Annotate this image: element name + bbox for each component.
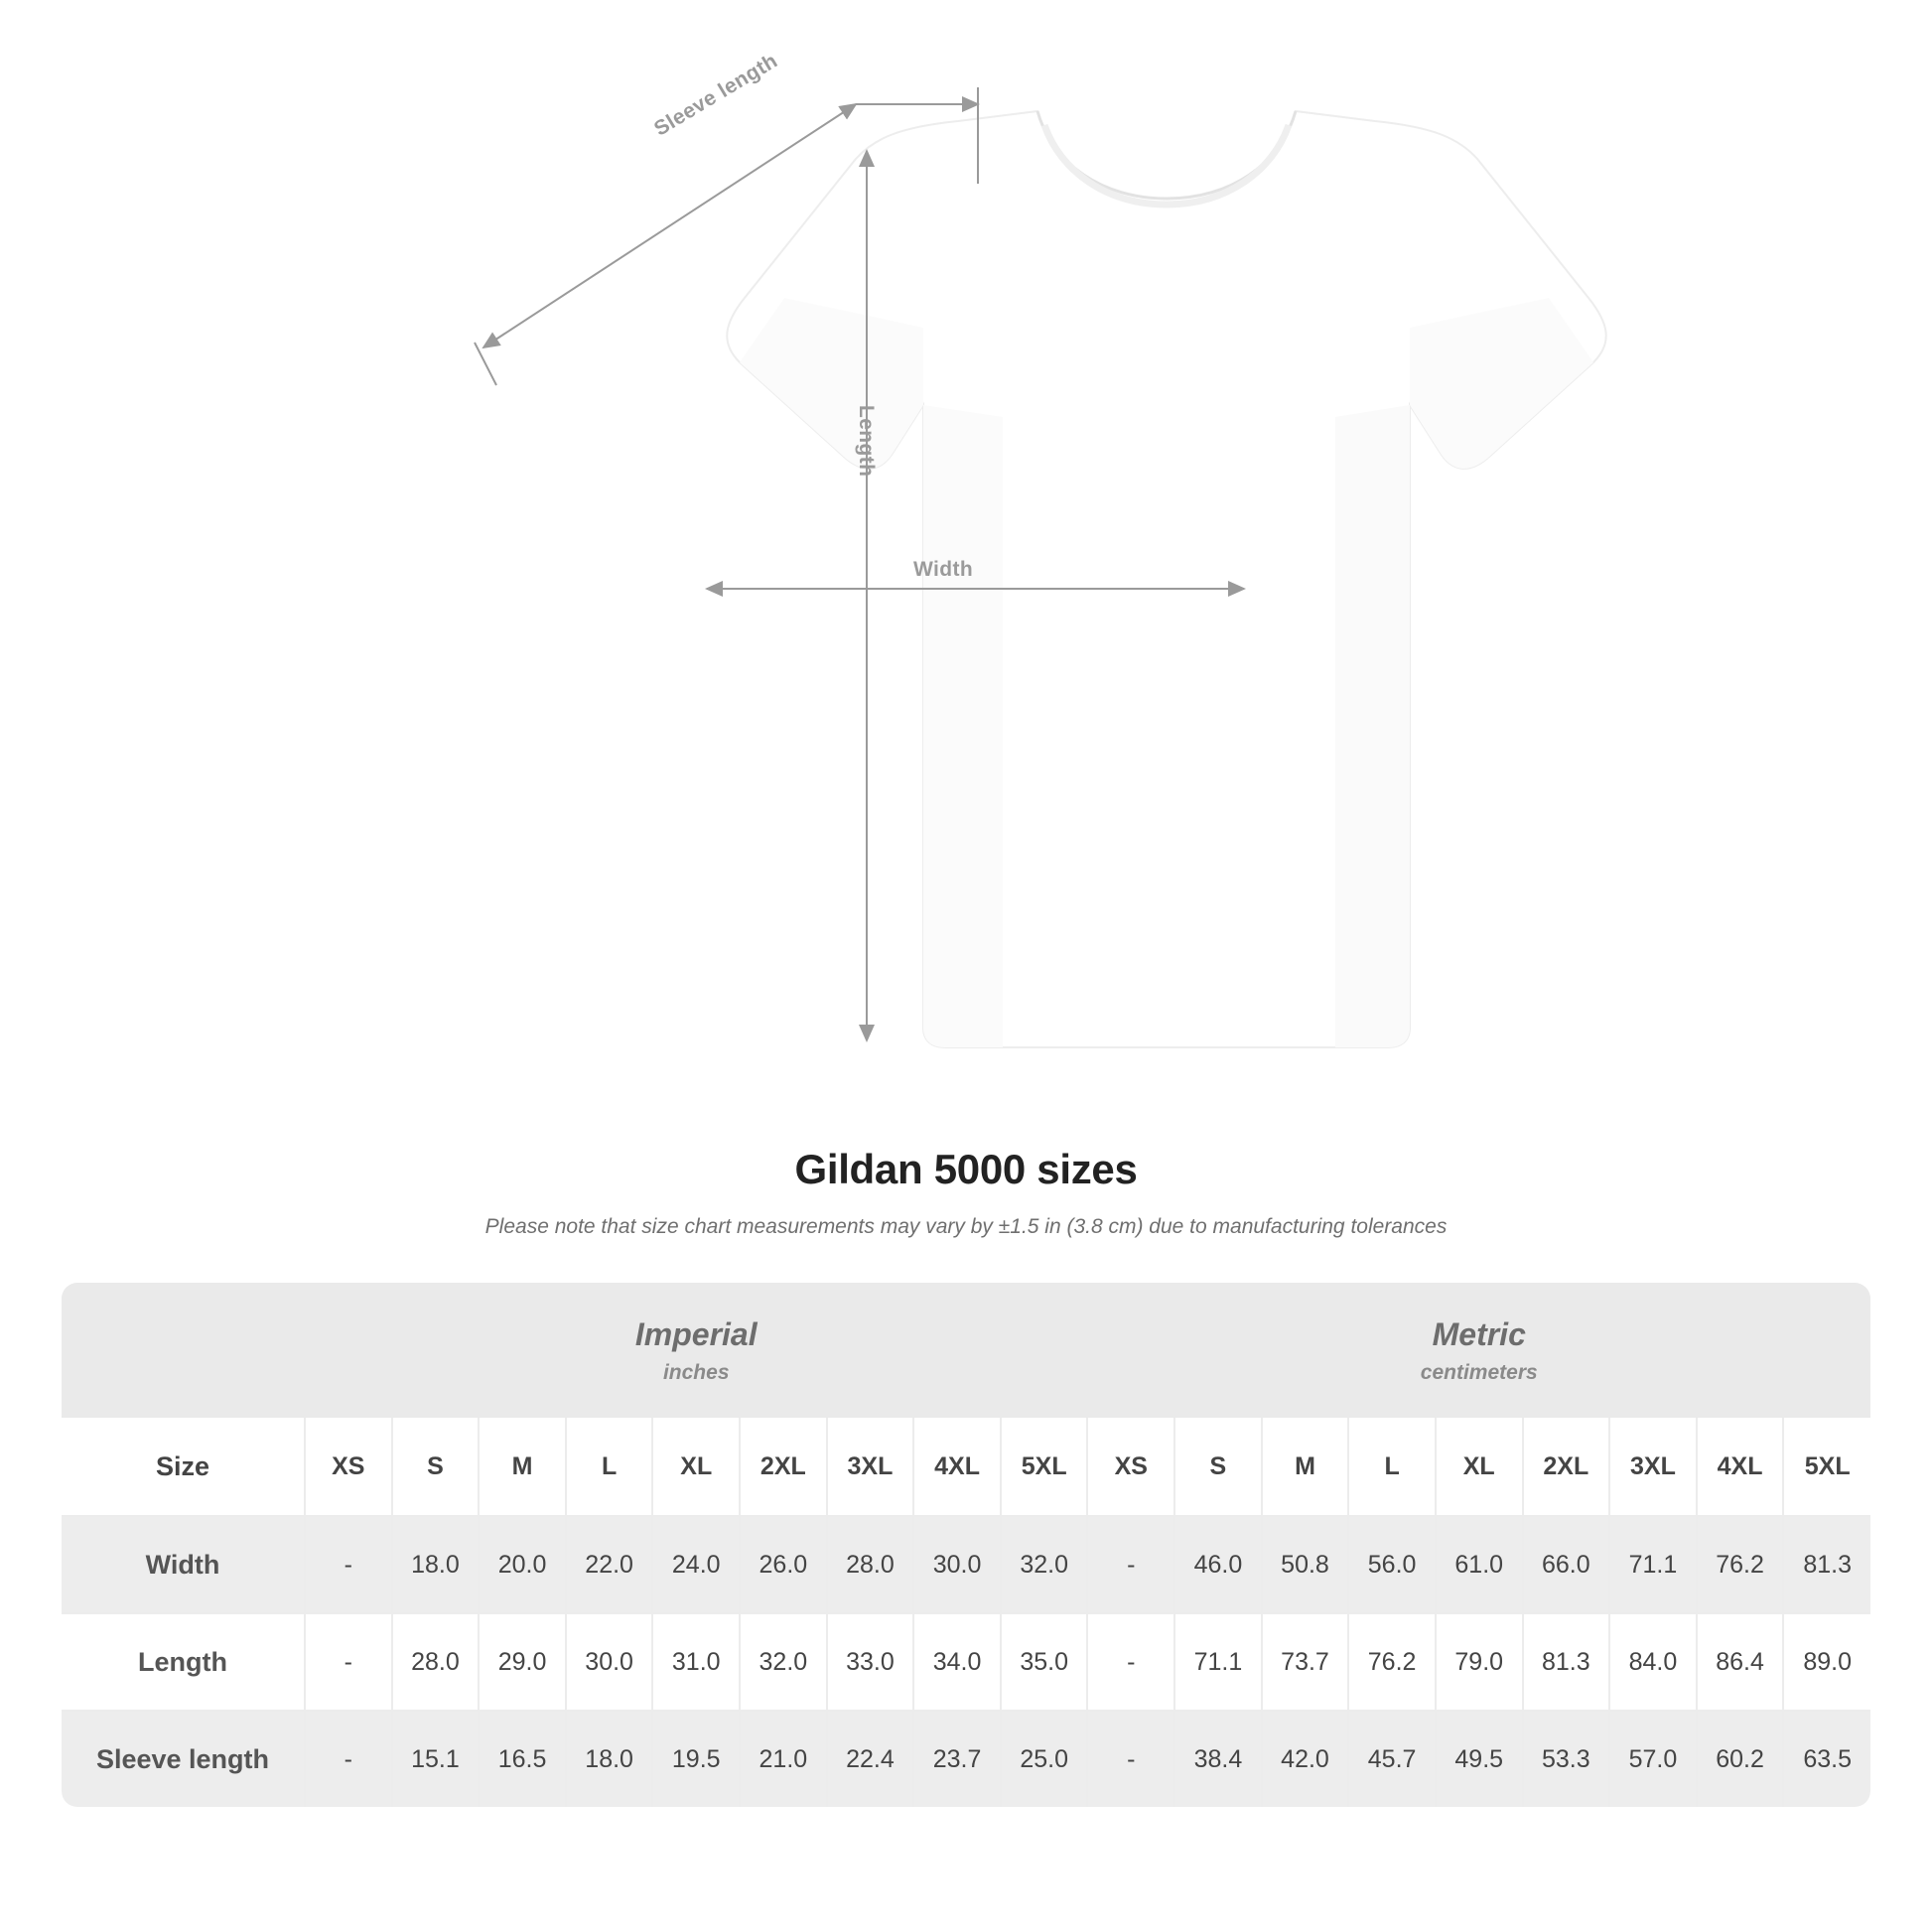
cell-length-imperial-5xl: 35.0 bbox=[1001, 1613, 1088, 1711]
cell-sleeve-imperial-4xl: 23.7 bbox=[913, 1711, 1001, 1807]
tolerance-note: Please note that size chart measurements may vary by ±1.5 in (3.8 cm) due to manufacturing tolerances bbox=[484, 1215, 1448, 1238]
cell-length-metric-m: 73.7 bbox=[1262, 1613, 1349, 1711]
cell-length-imperial-l: 30.0 bbox=[566, 1613, 653, 1711]
size-header-label: Size bbox=[62, 1418, 305, 1516]
page-title: Gildan 5000 sizes bbox=[794, 1146, 1138, 1192]
cell-length-imperial-xs: - bbox=[305, 1613, 392, 1711]
size-header-imperial-2xl: 2XL bbox=[740, 1418, 827, 1516]
cell-width-metric-3xl: 71.1 bbox=[1609, 1516, 1697, 1613]
size-header-metric-2xl: 2XL bbox=[1523, 1418, 1610, 1516]
cell-length-metric-xs: - bbox=[1087, 1613, 1174, 1711]
cell-width-metric-s: 46.0 bbox=[1174, 1516, 1262, 1613]
size-header-metric-l: L bbox=[1348, 1418, 1436, 1516]
unit-group-metric-name: Metric bbox=[1432, 1315, 1526, 1352]
cell-width-imperial-s: 18.0 bbox=[392, 1516, 480, 1613]
cell-length-metric-4xl: 86.4 bbox=[1697, 1613, 1784, 1711]
cell-width-imperial-2xl: 26.0 bbox=[740, 1516, 827, 1613]
unit-group-imperial bbox=[305, 1283, 1087, 1418]
cell-length-imperial-s: 28.0 bbox=[392, 1613, 480, 1711]
unit-group-imperial-sub: inches bbox=[662, 1360, 730, 1384]
size-header-imperial-xs: XS bbox=[305, 1418, 392, 1516]
size-table-container bbox=[62, 1283, 1870, 1807]
cell-sleeve-imperial-3xl: 22.4 bbox=[827, 1711, 914, 1807]
size-header-metric-m: M bbox=[1262, 1418, 1349, 1516]
row-label-length: Length bbox=[62, 1613, 305, 1711]
cell-sleeve-metric-3xl: 57.0 bbox=[1609, 1711, 1697, 1807]
cell-length-metric-xl: 79.0 bbox=[1436, 1613, 1523, 1711]
size-header-row bbox=[62, 1418, 1870, 1516]
size-header-imperial-4xl: 4XL bbox=[913, 1418, 1001, 1516]
unit-group-metric-sub: centimeters bbox=[1420, 1360, 1538, 1384]
title-block bbox=[0, 1146, 1932, 1239]
cell-width-imperial-3xl: 28.0 bbox=[827, 1516, 914, 1613]
cell-sleeve-metric-s: 38.4 bbox=[1174, 1711, 1262, 1807]
table-row bbox=[62, 1516, 1870, 1613]
cell-width-imperial-5xl: 32.0 bbox=[1001, 1516, 1088, 1613]
cell-sleeve-imperial-xs: - bbox=[305, 1711, 392, 1807]
unit-group-metric bbox=[1087, 1283, 1870, 1418]
unit-group-imperial-name: Imperial bbox=[634, 1315, 758, 1352]
cell-sleeve-imperial-2xl: 21.0 bbox=[740, 1711, 827, 1807]
cell-length-imperial-4xl: 34.0 bbox=[913, 1613, 1001, 1711]
cell-width-metric-4xl: 76.2 bbox=[1697, 1516, 1784, 1613]
cell-width-metric-m: 50.8 bbox=[1262, 1516, 1349, 1613]
cell-length-imperial-m: 29.0 bbox=[479, 1613, 566, 1711]
cell-width-metric-5xl: 81.3 bbox=[1783, 1516, 1870, 1613]
size-header-imperial-m: M bbox=[479, 1418, 566, 1516]
cell-width-metric-xs: - bbox=[1087, 1516, 1174, 1613]
cell-sleeve-metric-xl: 49.5 bbox=[1436, 1711, 1523, 1807]
table-row bbox=[62, 1613, 1870, 1711]
cell-width-metric-2xl: 66.0 bbox=[1523, 1516, 1610, 1613]
cell-length-imperial-xl: 31.0 bbox=[652, 1613, 740, 1711]
cell-sleeve-metric-xs: - bbox=[1087, 1711, 1174, 1807]
size-header-metric-4xl: 4XL bbox=[1697, 1418, 1784, 1516]
size-header-metric-s: S bbox=[1174, 1418, 1262, 1516]
size-header-imperial-5xl: 5XL bbox=[1001, 1418, 1088, 1516]
cell-width-imperial-m: 20.0 bbox=[479, 1516, 566, 1613]
size-header-metric-xl: XL bbox=[1436, 1418, 1523, 1516]
size-header-imperial-xl: XL bbox=[652, 1418, 740, 1516]
cell-length-metric-s: 71.1 bbox=[1174, 1613, 1262, 1711]
cell-width-metric-l: 56.0 bbox=[1348, 1516, 1436, 1613]
cell-width-imperial-4xl: 30.0 bbox=[913, 1516, 1001, 1613]
size-header-imperial-s: S bbox=[392, 1418, 480, 1516]
table-row bbox=[62, 1711, 1870, 1807]
cell-sleeve-metric-m: 42.0 bbox=[1262, 1711, 1349, 1807]
cell-length-imperial-3xl: 33.0 bbox=[827, 1613, 914, 1711]
cell-sleeve-metric-4xl: 60.2 bbox=[1697, 1711, 1784, 1807]
size-table bbox=[62, 1283, 1870, 1807]
row-label-width: Width bbox=[62, 1516, 305, 1613]
row-label-sleeve-length: Sleeve length bbox=[62, 1711, 305, 1807]
length-label: Length bbox=[855, 405, 878, 478]
tshirt-shape bbox=[727, 111, 1605, 1047]
cell-sleeve-imperial-m: 16.5 bbox=[479, 1711, 566, 1807]
cell-length-metric-5xl: 89.0 bbox=[1783, 1613, 1870, 1711]
cell-length-metric-2xl: 81.3 bbox=[1523, 1613, 1610, 1711]
cell-length-metric-l: 76.2 bbox=[1348, 1613, 1436, 1711]
size-header-imperial-l: L bbox=[566, 1418, 653, 1516]
cell-length-imperial-2xl: 32.0 bbox=[740, 1613, 827, 1711]
cell-width-imperial-xl: 24.0 bbox=[652, 1516, 740, 1613]
cell-sleeve-imperial-5xl: 25.0 bbox=[1001, 1711, 1088, 1807]
cell-width-imperial-l: 22.0 bbox=[566, 1516, 653, 1613]
sleeve-length-label: Sleeve length bbox=[650, 49, 782, 141]
cell-width-imperial-xs: - bbox=[305, 1516, 392, 1613]
cell-sleeve-metric-5xl: 63.5 bbox=[1783, 1711, 1870, 1807]
unit-corner-cell bbox=[62, 1283, 305, 1418]
cell-sleeve-metric-2xl: 53.3 bbox=[1523, 1711, 1610, 1807]
size-header-metric-3xl: 3XL bbox=[1609, 1418, 1697, 1516]
cell-sleeve-imperial-l: 18.0 bbox=[566, 1711, 653, 1807]
width-label: Width bbox=[913, 558, 974, 581]
cell-width-metric-xl: 61.0 bbox=[1436, 1516, 1523, 1613]
size-header-metric-xs: XS bbox=[1087, 1418, 1174, 1516]
unit-header-row bbox=[62, 1283, 1870, 1418]
cell-sleeve-metric-l: 45.7 bbox=[1348, 1711, 1436, 1807]
size-header-metric-5xl: 5XL bbox=[1783, 1418, 1870, 1516]
cell-length-metric-3xl: 84.0 bbox=[1609, 1613, 1697, 1711]
cell-sleeve-imperial-xl: 19.5 bbox=[652, 1711, 740, 1807]
cell-sleeve-imperial-s: 15.1 bbox=[392, 1711, 480, 1807]
size-header-imperial-3xl: 3XL bbox=[827, 1418, 914, 1516]
